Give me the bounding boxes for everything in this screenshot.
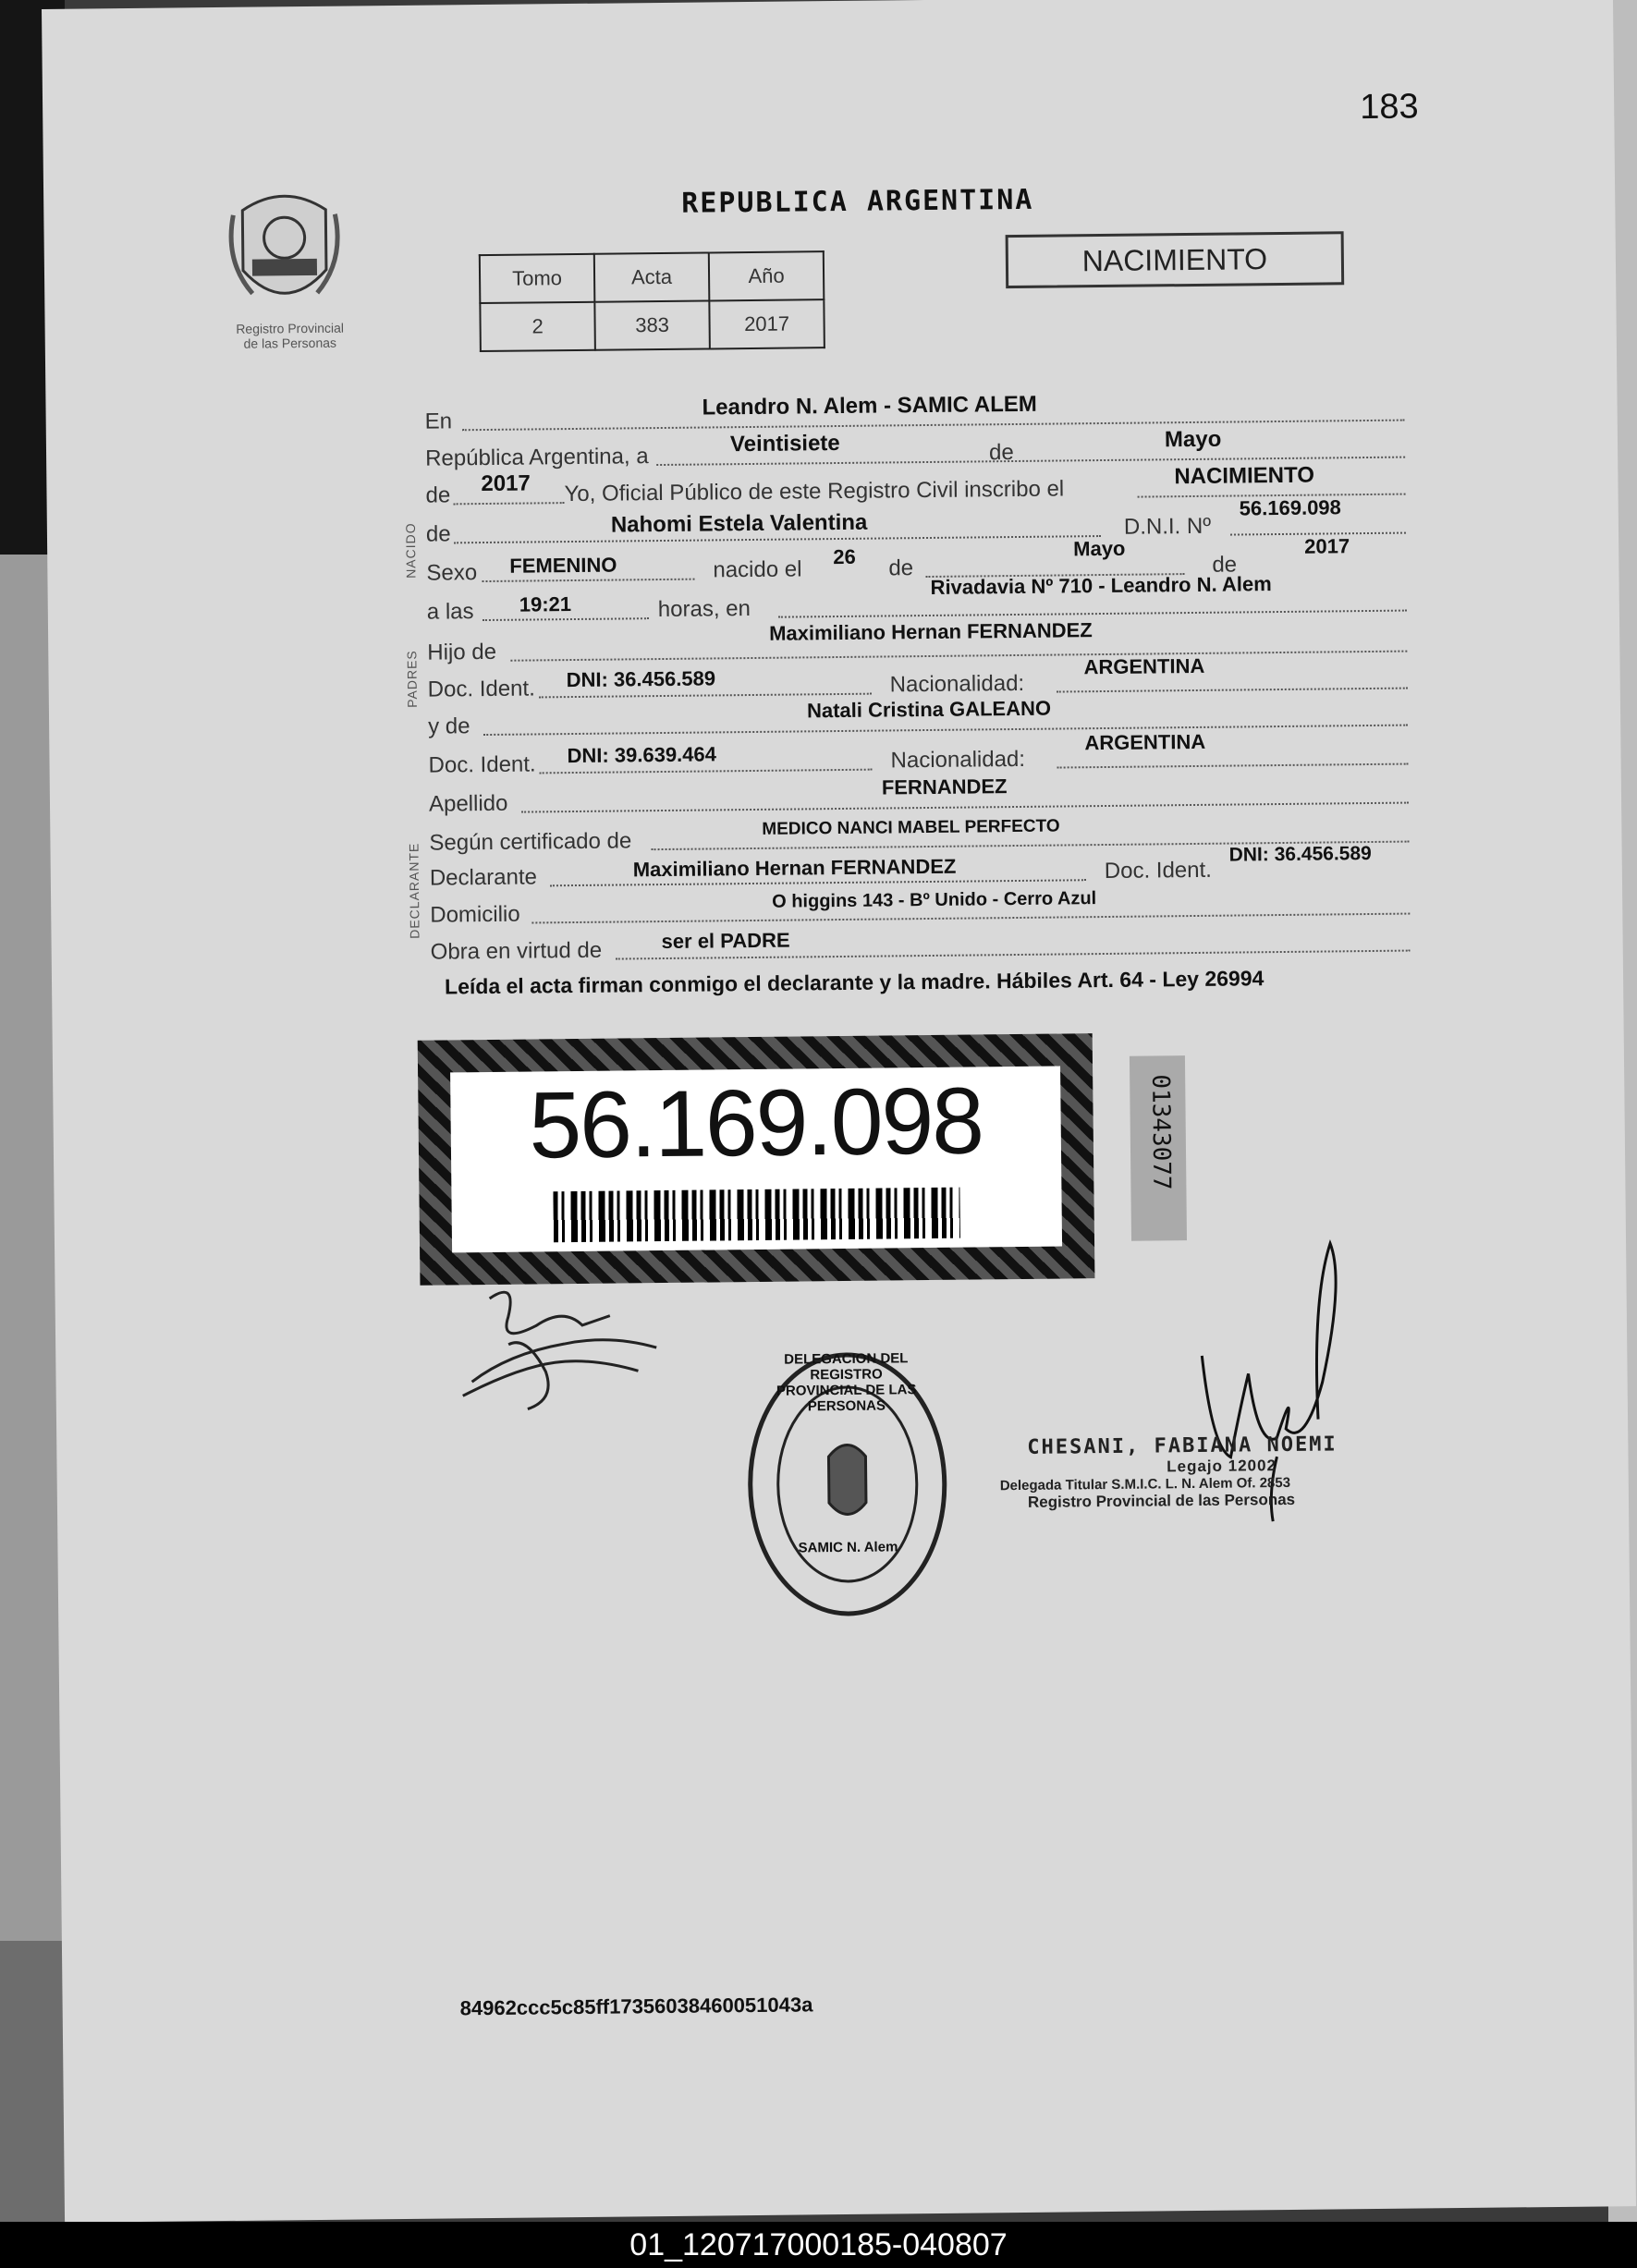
field-value-month: Mayo bbox=[1164, 426, 1222, 453]
field-label-y-de: y de bbox=[428, 713, 470, 739]
field-label-oficial: Yo, Oficial Público de este Registro Civil inscribo el bbox=[564, 476, 1065, 507]
field-label-nacido-el: nacido el bbox=[713, 556, 802, 583]
field-value-birth-year: 2017 bbox=[1304, 534, 1350, 558]
official-stamp bbox=[999, 1433, 1416, 1512]
field-value-surname: FERNANDEZ bbox=[881, 774, 1008, 799]
seal-ring-text: DELEGACION DEL REGISTRO PROVINCIAL DE LAS PERSONAS bbox=[776, 1350, 917, 1415]
field-label-de: de bbox=[1212, 552, 1238, 578]
ref-header-acta: Acta bbox=[594, 252, 710, 301]
form-row-father-doc bbox=[427, 653, 1407, 702]
field-value-certificate: MEDICO NANCI MABEL PERFECTO bbox=[762, 816, 1060, 839]
form-row-address bbox=[430, 882, 1410, 928]
field-label-hijo-de: Hijo de bbox=[427, 639, 497, 665]
dotted-line bbox=[482, 579, 694, 582]
field-label-de: de bbox=[988, 440, 1014, 466]
field-label-a-las: a las bbox=[426, 599, 474, 625]
form-row-capacity bbox=[430, 919, 1410, 965]
field-value-act-type: NACIMIENTO bbox=[1174, 462, 1315, 490]
registry-logo-caption-line1: Registro Provincial bbox=[236, 320, 345, 336]
form-rows bbox=[424, 388, 1404, 965]
field-label-de: de bbox=[425, 482, 451, 508]
ref-value-tomo: 2 bbox=[480, 302, 595, 351]
field-label-domicilio: Domicilio bbox=[430, 901, 520, 928]
field-label-sexo: Sexo bbox=[426, 560, 478, 586]
field-value-mother-name: Natali Cristina GALEANO bbox=[806, 696, 1052, 723]
serial-number-strip bbox=[1130, 1055, 1187, 1241]
field-value-child-dni: 56.169.098 bbox=[1239, 495, 1341, 520]
field-value-day: Veintisiete bbox=[729, 430, 840, 457]
field-value-father-name: Maximiliano Hernan FERNANDEZ bbox=[768, 618, 1093, 645]
dotted-line bbox=[454, 502, 565, 505]
registry-logo-caption-line2: de las Personas bbox=[243, 335, 337, 351]
field-value-mother-dni: DNI: 39.639.464 bbox=[567, 742, 717, 768]
barcode-number: 56.169.098 bbox=[528, 1067, 983, 1178]
dotted-line bbox=[778, 610, 1407, 618]
document-hash: 84962ccc5c85ff17356038460051043a bbox=[459, 1993, 813, 2020]
record-reference-table bbox=[479, 250, 825, 352]
field-value-declarant-name: Maximiliano Hernan FERNANDEZ bbox=[632, 854, 957, 882]
dotted-line bbox=[1057, 688, 1408, 693]
official-name: CHESANI, FABIANA NOEMI bbox=[1027, 1433, 1338, 1459]
form-row-mother-doc bbox=[428, 729, 1408, 778]
field-label-obra-en-virtud: Obra en virtud de bbox=[430, 937, 603, 965]
barcode-label-inner bbox=[450, 1067, 1062, 1253]
field-value-declarant-dni: DNI: 36.456.589 bbox=[1228, 842, 1372, 866]
field-label-dni: D.N.I. Nº bbox=[1123, 513, 1212, 540]
form-row-father bbox=[427, 619, 1407, 663]
barcode-bars bbox=[553, 1188, 960, 1243]
field-label-declarante: Declarante bbox=[429, 864, 538, 891]
page-number: 183 bbox=[1359, 87, 1419, 128]
birth-certificate-page bbox=[42, 0, 1636, 2223]
registry-seal bbox=[739, 1345, 955, 1624]
field-label-nacionalidad: Nacionalidad: bbox=[889, 670, 1025, 698]
form-row-surname bbox=[428, 771, 1409, 817]
field-label-doc-ident: Doc. Ident. bbox=[428, 751, 536, 778]
registry-logo-caption bbox=[207, 320, 373, 351]
field-label-de: de bbox=[888, 555, 914, 581]
field-label-horas-en: horas, en bbox=[657, 596, 751, 623]
field-label-segun-certificado: Según certificado de bbox=[429, 828, 632, 856]
field-value-birth-month: Mayo bbox=[1073, 536, 1126, 561]
official-legajo: Legajo 12002 bbox=[1167, 1457, 1277, 1476]
field-value-birth-day: 26 bbox=[833, 544, 856, 569]
official-organization: Registro Provincial de las Personas bbox=[1027, 1490, 1296, 1511]
field-value-year: 2017 bbox=[481, 470, 531, 497]
dotted-line bbox=[1057, 763, 1409, 769]
official-role: Delegada Titular S.M.I.C. L. N. Alem Of. 2853 bbox=[999, 1474, 1291, 1494]
field-label-de: de bbox=[425, 521, 451, 547]
side-label-declarante: DECLARANTE bbox=[406, 842, 422, 939]
side-label-nacido: NACIDO bbox=[402, 522, 419, 579]
ref-header-tomo: Tomo bbox=[480, 254, 595, 303]
field-label-doc-ident: Doc. Ident. bbox=[1104, 857, 1213, 884]
signature-icon bbox=[452, 1278, 694, 1420]
seal-inner-text: SAMIC N. Alem bbox=[798, 1539, 898, 1556]
field-value-child-name: Nahomi Estela Valentina bbox=[610, 509, 868, 538]
field-value-place: Leandro N. Alem - SAMIC ALEM bbox=[702, 391, 1037, 421]
form-row-date bbox=[425, 425, 1405, 469]
side-label-padres: PADRES bbox=[404, 650, 420, 708]
dotted-line bbox=[539, 693, 872, 699]
provincial-coat-of-arms-logo bbox=[224, 187, 345, 317]
field-value-father-dni: DNI: 36.456.589 bbox=[566, 666, 716, 692]
field-label-apellido: Apellido bbox=[428, 790, 508, 817]
dotted-line bbox=[540, 769, 873, 774]
field-value-address: O higgins 143 - Bº Unido - Cerro Azul bbox=[772, 888, 1097, 912]
field-value-birth-place: Rivadavia Nº 710 - Leandro N. Alem bbox=[930, 572, 1272, 599]
field-value-mother-nationality: ARGENTINA bbox=[1084, 729, 1206, 755]
form-row-mother bbox=[428, 693, 1408, 737]
field-label-republica: República Argentina, a bbox=[424, 444, 649, 471]
field-value-father-nationality: ARGENTINA bbox=[1083, 653, 1205, 679]
serial-number: 01343077 bbox=[1146, 1074, 1176, 1190]
image-footer-id: 01_120717000185-040807 bbox=[0, 2222, 1637, 2268]
field-value-capacity: ser el PADRE bbox=[661, 928, 790, 954]
field-label-en: En bbox=[424, 408, 453, 434]
field-label-nacionalidad: Nacionalidad: bbox=[890, 746, 1026, 774]
field-value-birth-time: 19:21 bbox=[519, 592, 572, 616]
ref-value-acta: 383 bbox=[594, 300, 710, 349]
ref-header-anio: Año bbox=[709, 251, 825, 300]
coat-of-arms-icon bbox=[224, 187, 345, 317]
document-title: REPUBLICA ARGENTINA bbox=[681, 183, 1034, 220]
field-value-sex: FEMENINO bbox=[509, 553, 617, 578]
declarant-signature bbox=[452, 1278, 694, 1424]
form-row-place bbox=[424, 388, 1404, 432]
record-type-box: NACIMIENTO bbox=[1006, 231, 1345, 288]
field-label-doc-ident: Doc. Ident. bbox=[427, 676, 535, 702]
dotted-line bbox=[483, 617, 649, 621]
reading-note: Leída el acta firman conmigo el declarante y la madre. Hábiles Art. 64 - Ley 26994 bbox=[444, 966, 1264, 999]
ref-value-anio: 2017 bbox=[709, 299, 825, 348]
barcode-label bbox=[418, 1033, 1095, 1286]
